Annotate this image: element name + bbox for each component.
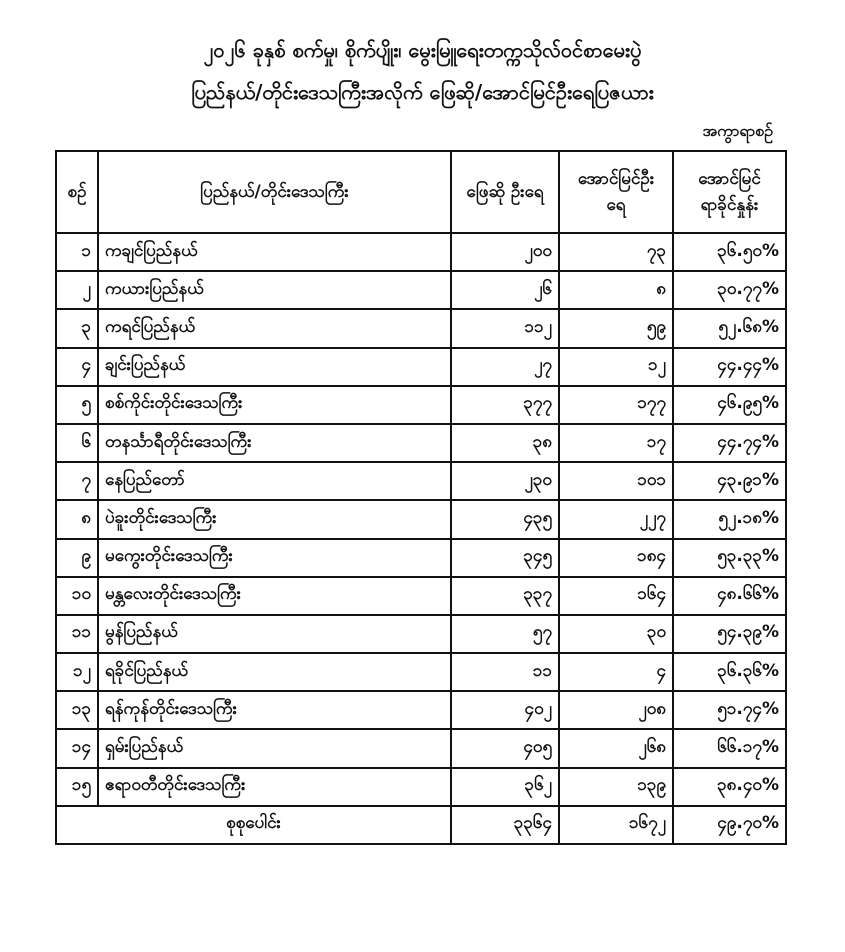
- cell-region: ရခိုင်ပြည်နယ်: [98, 653, 451, 691]
- cell-percent: ၃၀.၇၇%: [673, 271, 786, 309]
- table-row: [56, 653, 786, 691]
- table-row: [56, 577, 786, 615]
- cell-no: ၁၅: [56, 768, 98, 806]
- cell-region: ရှမ်းပြည်နယ်: [98, 729, 451, 767]
- cell-region: မွန်ပြည်နယ်: [98, 615, 451, 653]
- cell-passed: ၁၇: [559, 424, 673, 462]
- cell-no: ၈: [56, 500, 98, 538]
- cell-region: မန္တလေးတိုင်းဒေသကြီး: [98, 577, 451, 615]
- cell-no: ၉: [56, 539, 98, 577]
- cell-passed: ၂၂၇: [559, 500, 673, 538]
- cell-region: ရန်ကုန်တိုင်းဒေသကြီး: [98, 691, 451, 729]
- cell-passed: ၁၇၇: [559, 386, 673, 424]
- cell-no: ၅: [56, 386, 98, 424]
- header-applicants: ဖြေဆို ဦးရေ: [451, 151, 559, 233]
- cell-passed: ၃၀: [559, 615, 673, 653]
- cell-no: ၄: [56, 348, 98, 386]
- unit-label: အကွာရာစဉ်: [702, 121, 773, 140]
- results-table: [55, 150, 787, 845]
- total-applicants: ၃၃၆၄: [451, 806, 559, 844]
- cell-passed: ၁၀၁: [559, 462, 673, 500]
- table-row: [56, 691, 786, 729]
- cell-percent: ၄၆.၉၅%: [673, 386, 786, 424]
- header-percent: အောင်မြင် ရာခိုင်နှုန်း: [673, 151, 786, 233]
- cell-applicants: ၄၀၂: [451, 691, 559, 729]
- total-row: [56, 806, 786, 844]
- cell-no: ၆: [56, 424, 98, 462]
- cell-percent: ၄၄.၇၄%: [673, 424, 786, 462]
- header-region: ပြည်နယ်/တိုင်းဒေသကြီး: [98, 151, 451, 233]
- cell-percent: ၄၈.၆၆%: [673, 577, 786, 615]
- page-subtitle: ပြည်နယ်/တိုင်းဒေသကြီးအလိုက် ဖြေဆို/အောင်မြင်ဦးရေပြဇယား: [191, 80, 654, 104]
- cell-applicants: ၂၇: [451, 348, 559, 386]
- cell-applicants: ၃၄၅: [451, 539, 559, 577]
- table-body: [56, 233, 786, 844]
- cell-applicants: ၂၃၀: [451, 462, 559, 500]
- cell-percent: ၄၄.၄၄%: [673, 348, 786, 386]
- total-label: စုစုပေါင်း: [56, 806, 451, 844]
- cell-region: ချင်းပြည်နယ်: [98, 348, 451, 386]
- cell-applicants: ၅၇: [451, 615, 559, 653]
- cell-passed: ၁၈၄: [559, 539, 673, 577]
- header-no: စဉ်: [56, 151, 98, 233]
- cell-passed: ၇၃: [559, 233, 673, 271]
- cell-no: ၇: [56, 462, 98, 500]
- table-row: [56, 271, 786, 309]
- cell-percent: ၆၆.၁၇%: [673, 729, 786, 767]
- table-row: [56, 500, 786, 538]
- cell-percent: ၅၁.၇၄%: [673, 691, 786, 729]
- cell-no: ၂: [56, 271, 98, 309]
- cell-no: ၁၄: [56, 729, 98, 767]
- table-row: [56, 462, 786, 500]
- cell-region: ဧရာဝတီတိုင်းဒေသကြီး: [98, 768, 451, 806]
- table-row: [56, 424, 786, 462]
- cell-passed: ၂၆၈: [559, 729, 673, 767]
- cell-applicants: ၄၀၅: [451, 729, 559, 767]
- table-row: [56, 233, 786, 271]
- cell-no: ၁၃: [56, 691, 98, 729]
- cell-no: ၃: [56, 309, 98, 347]
- table-row: [56, 386, 786, 424]
- cell-region: မကွေးတိုင်းဒေသကြီး: [98, 539, 451, 577]
- cell-applicants: ၁၁၂: [451, 309, 559, 347]
- table-row: [56, 348, 786, 386]
- cell-no: ၁၂: [56, 653, 98, 691]
- cell-percent: ၄၃.၉၁%: [673, 462, 786, 500]
- cell-applicants: ၁၁: [451, 653, 559, 691]
- cell-region: တနင်္သာရီတိုင်းဒေသကြီး: [98, 424, 451, 462]
- cell-percent: ၃၆.၃၆%: [673, 653, 786, 691]
- cell-passed: ၁၂: [559, 348, 673, 386]
- cell-percent: ၅၄.၃၉%: [673, 615, 786, 653]
- cell-no: ၁၀: [56, 577, 98, 615]
- cell-passed: ၅၉: [559, 309, 673, 347]
- cell-no: ၁၁: [56, 615, 98, 653]
- cell-passed: ၄: [559, 653, 673, 691]
- cell-percent: ၅၂.၆၈%: [673, 309, 786, 347]
- cell-region: ကရင်ပြည်နယ်: [98, 309, 451, 347]
- cell-percent: ၃၆.၅၀%: [673, 233, 786, 271]
- table-row: [56, 729, 786, 767]
- cell-passed: ၁၆၄: [559, 577, 673, 615]
- cell-region: ကယားပြည်နယ်: [98, 271, 451, 309]
- cell-applicants: ၃၇၇: [451, 386, 559, 424]
- cell-applicants: ၃၆၂: [451, 768, 559, 806]
- cell-region: စစ်ကိုင်းတိုင်းဒေသကြီး: [98, 386, 451, 424]
- table-row: [56, 615, 786, 653]
- table-row: [56, 768, 786, 806]
- header-passed: အောင်မြင်ဦး ရေ: [559, 151, 673, 233]
- cell-applicants: ၂၀၀: [451, 233, 559, 271]
- table-row: [56, 539, 786, 577]
- cell-no: ၁: [56, 233, 98, 271]
- total-percent: ၄၉.၇၀%: [673, 806, 786, 844]
- header-row: [56, 151, 786, 233]
- cell-passed: ၈: [559, 271, 673, 309]
- cell-passed: ၁၃၉: [559, 768, 673, 806]
- cell-applicants: ၃၈: [451, 424, 559, 462]
- cell-region: ပဲခူးတိုင်းဒေသကြီး: [98, 500, 451, 538]
- cell-applicants: ၂၆: [451, 271, 559, 309]
- cell-applicants: ၃၃၇: [451, 577, 559, 615]
- cell-percent: ၅၃.၃၃%: [673, 539, 786, 577]
- page-title: ၂၀၂၆ ခုနှစ် စက်မှု၊ စိုက်ပျိုး၊ မွေးမြူရေးတက္ကသိုလ်ဝင်စာမေးပွဲ: [203, 38, 642, 62]
- total-passed: ၁၆၇၂: [559, 806, 673, 844]
- cell-region: ကချင်ပြည်နယ်: [98, 233, 451, 271]
- cell-percent: ၃၈.၄၀%: [673, 768, 786, 806]
- cell-passed: ၂၀၈: [559, 691, 673, 729]
- table-row: [56, 309, 786, 347]
- cell-applicants: ၄၃၅: [451, 500, 559, 538]
- cell-percent: ၅၂.၁၈%: [673, 500, 786, 538]
- cell-region: နေပြည်တော်: [98, 462, 451, 500]
